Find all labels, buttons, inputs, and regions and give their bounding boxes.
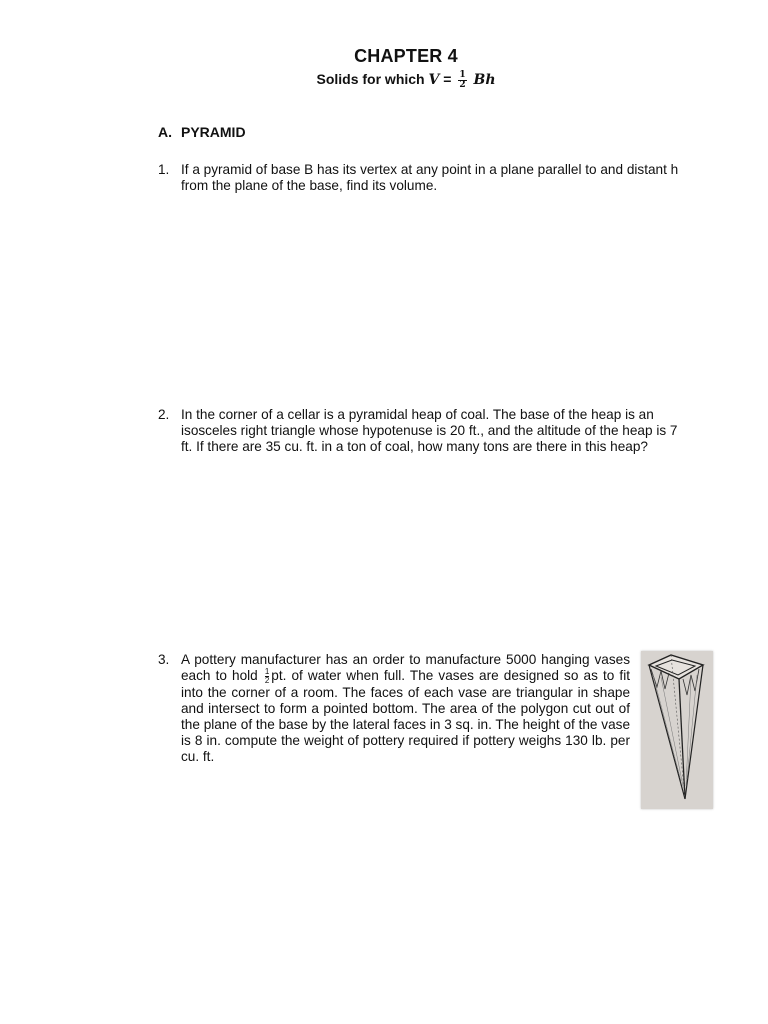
problem-1 [158, 162, 688, 194]
chapter-subtitle [0, 68, 768, 91]
formula-fraction-denominator: 2 [459, 79, 466, 90]
problem-number: 3. [158, 652, 170, 667]
vase-drawing [641, 651, 713, 809]
half-fraction-numerator: 1 [264, 667, 270, 676]
chapter-title: CHAPTER 4 [354, 46, 458, 66]
problem-number: 2. [158, 407, 170, 422]
formula-fraction [458, 71, 466, 90]
half-fraction [265, 668, 269, 685]
formula-rhs: Bh [473, 72, 496, 88]
section-heading [158, 124, 246, 140]
problem-2 [158, 407, 688, 455]
problem-text: If a pyramid of base B has its vertex at any point in a plane parallel to and distant h from the plane of the base, find its volume. [181, 162, 679, 193]
half-fraction-denominator: 2 [264, 676, 270, 685]
problem-text-before: A pottery manufacturer has an order to manufacture 5000 hanging vases each to hold [181, 652, 630, 684]
problem-3 [158, 652, 630, 765]
problem-text [181, 652, 630, 765]
formula-fraction-numerator: 1 [459, 69, 466, 80]
subtitle-text: Solids for which [316, 71, 425, 87]
formula-lhs: V [428, 72, 440, 88]
vase-illustration [641, 651, 713, 809]
problem-number: 1. [158, 162, 170, 177]
section-title: PYRAMID [181, 124, 246, 140]
section-letter: A. [158, 124, 172, 140]
problem-text: In the corner of a cellar is a pyramidal heap of coal. The base of the heap is an isosceles right triangle whose hypotenuse is 20 ft., and the altitude of the heap is 7 ft. If there are 35 cu. ft. in a ton of coal, how many tons are there in this heap? [181, 407, 678, 454]
formula-equals: = [443, 71, 452, 87]
problem-text-after: pt. of water when full. The vases are designed so as to fit into the corner of a room. The faces of each vase are triangular in shape and intersect to form a pointed bottom. The area of the polygon cut out of the plane of the base by the lateral faces in 3 sq. in. The height of the vase is 8 in. compute the weight of pottery required if pottery weighs 130 lb. per cu. ft. [181, 668, 630, 764]
